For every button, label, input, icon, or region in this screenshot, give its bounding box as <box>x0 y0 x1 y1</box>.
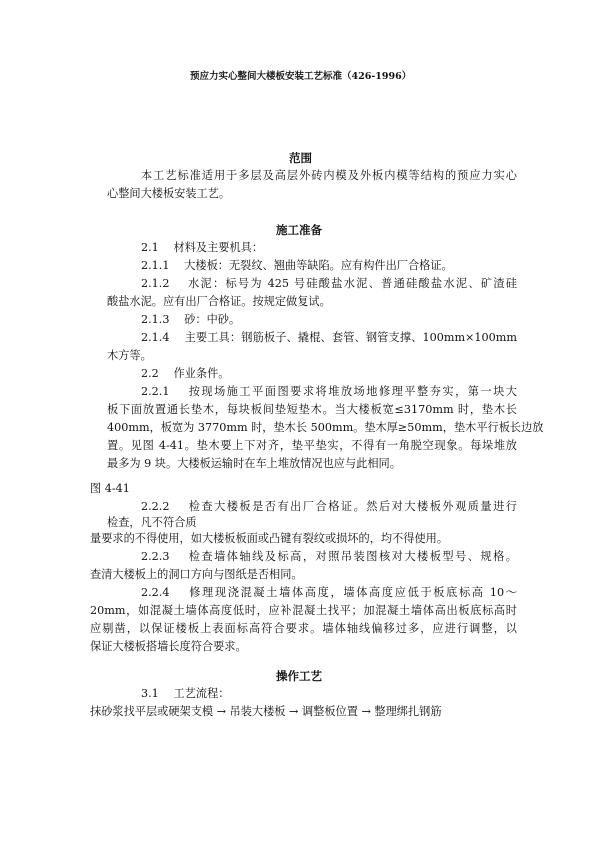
para-2-2-1-line-5: 最多为 9 块。大楼板运输时在车上堆放情况也应与此相同。 <box>107 457 401 470</box>
para-2-1-4-line-2: 木方等。 <box>107 349 152 362</box>
para-2-2-4-line-1: 2.2.4 修理现浇混凝土墙体高度，墙体高度应低于板底标高 10～ <box>141 586 517 599</box>
para-2-2-3-line-2: 查清大楼板上的洞口方向与图纸是否相同。 <box>90 568 303 581</box>
para-2-1-2-line-2: 酸盐水泥。应有出厂合格证。按规定做复试。 <box>107 295 331 308</box>
para-2-2-2-line-3: 量要求的不得使用，如大楼板板面或凸键有裂纹或损坏的，均不得使用。 <box>90 532 449 545</box>
process-flow: 抹砂浆找平层或硬架支模 → 吊装大楼板 → 调整板位置 → 整理绑扎钢筋 <box>90 705 442 718</box>
para-2-2-1-line-3: 400mm，板宽为 3770mm 时，垫木长 500mm。垫木厚≥50mm，垫木平行板长边放 <box>107 421 544 434</box>
para-2-2-1-line-4: 置。见图 4-41。垫木要上下对齐，垫平垫实，不得有一角脱空现象。每垛堆放 <box>107 439 517 452</box>
para-2-2-1-line-2: 板下面放置通长垫木，每块板间垫短垫木。当大楼板宽≤3170mm 时，垫木长 <box>107 403 517 416</box>
para-2-2-2-line-1: 2.2.2 检查大楼板是否有出厂合格证。然后对大楼板外观质量进行 <box>141 500 517 513</box>
para-2-2: 2.2 作业条件。 <box>141 367 230 380</box>
para-2-1-4-line-1: 2.1.4 主要工具：钢筋板子、撬棍、套管、钢管支撑、100mm×100mm <box>141 331 517 344</box>
para-2-1-2-line-1: 2.1.2 水泥：标号为 425 号硅酸盐水泥、普通硅酸盐水泥、矿渣硅 <box>141 277 517 290</box>
para-2-2-4-line-3: 应剔凿，以保证楼板上表面标高符合要求。墙体轴线偏移过多，应进行调整，以 <box>90 622 517 635</box>
section-heading-prep: 施工准备 <box>276 223 322 237</box>
para-2-1: 2.1 材料及主要机具： <box>141 241 264 254</box>
para-2-2-4-line-4: 保证大楼板搭墙长度符合要求。 <box>90 640 247 653</box>
scope-line-1: 本工艺标准适用于多层及高层外砖内模及外板内模等结构的预应力实心 <box>141 169 517 182</box>
para-3-1: 3.1 工艺流程： <box>141 687 230 700</box>
document-title: 预应力实心整间大楼板安装工艺标准（426-1996） <box>190 71 412 82</box>
para-2-1-3: 2.1.3 砂：中砂。 <box>141 313 241 326</box>
para-2-2-2-line-2: 检查，凡不符合质 <box>107 516 197 529</box>
section-heading-scope: 范围 <box>289 151 312 165</box>
figure-label: 图 4-41 <box>90 482 130 495</box>
scope-line-2: 心整间大楼板安装工艺。 <box>107 187 231 200</box>
para-2-1-1: 2.1.1 大楼板：无裂纹、翘曲等缺陷。应有构件出厂合格证。 <box>141 259 453 272</box>
para-2-2-4-line-2: 20mm，如混凝土墙体高度低时，应补混凝土找平；加混凝土墙体高出板底标高时 <box>90 604 517 617</box>
section-heading-ops: 操作工艺 <box>276 669 322 683</box>
para-2-2-3-line-1: 2.2.3 检查墙体轴线及标高，对照吊装图核对大楼板型号、规格。 <box>141 550 517 563</box>
para-2-2-1-line-1: 2.2.1 按现场施工平面图要求将堆放场地修理平整夯实，第一块大 <box>141 385 517 398</box>
